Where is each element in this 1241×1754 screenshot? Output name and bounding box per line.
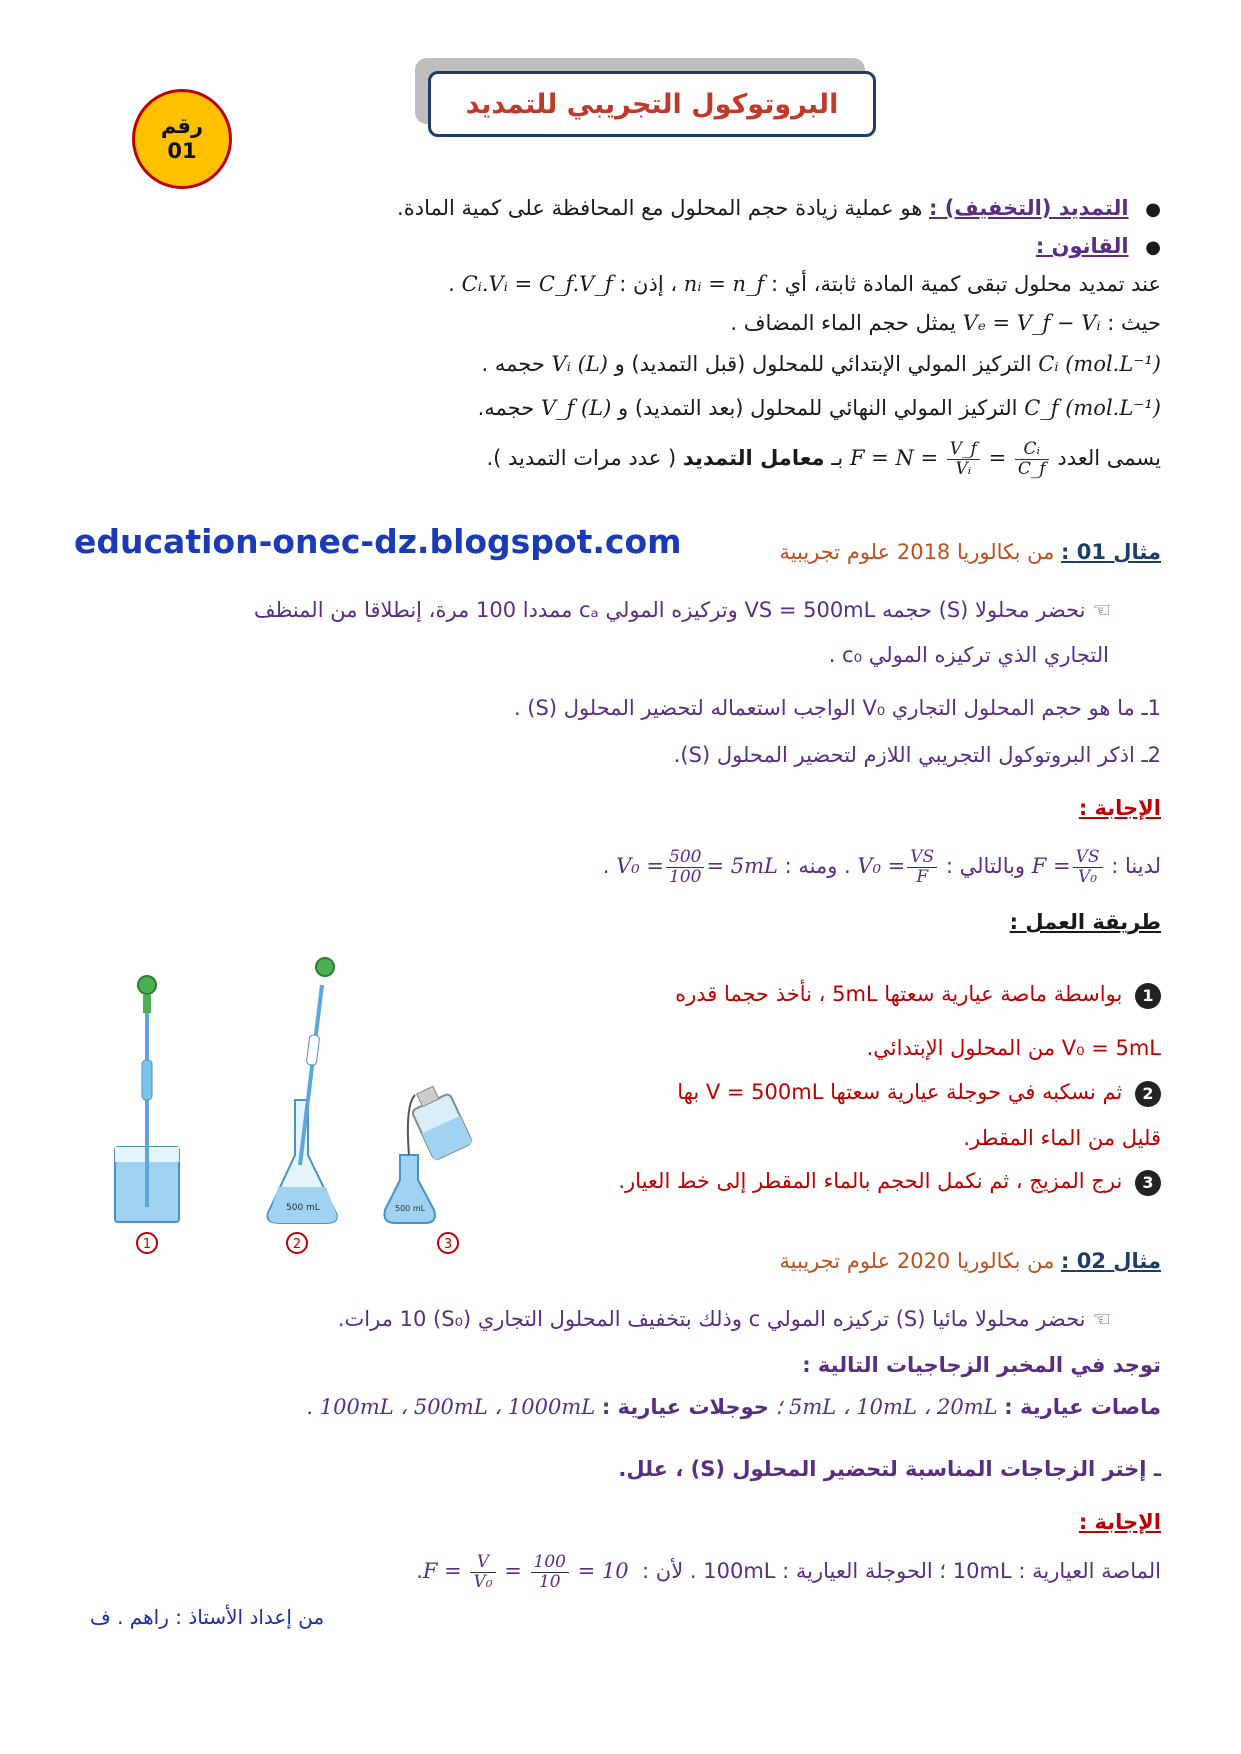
definition-term: التمديد (التخفيف) : xyxy=(929,196,1129,220)
badge-word: رقم xyxy=(160,113,204,138)
figure-label-2: 2 xyxy=(292,1237,302,1252)
badge-number: 01 xyxy=(167,139,197,163)
number-badge xyxy=(132,89,232,189)
example1-answer: لدينا : F = $\frac{VS}{\text{V₀}}$ وبالتالي : V₀ = $\frac{VS}{F}$ . ومنه : V₀ = $\frac{500}{100}$ = 5mL . xyxy=(602,847,1161,887)
step-1a: 1 بواسطة ماصة عيارية سعتها 5mL ، نأخذ حجما قدره xyxy=(675,982,1161,1009)
fraction: $\frac{V\_f}{\text{Vᵢ}}$ xyxy=(947,440,980,478)
example1-heading xyxy=(779,540,1161,564)
law-heading: القانون : xyxy=(1035,234,1129,258)
step-number-icon: 3 xyxy=(1135,1170,1161,1196)
example1-label: مثال 01 : xyxy=(1061,540,1161,564)
example2-statement: ☜ نحضر محلولا مائيا (S) تركيزه المولي c وذلك بتخفيف المحلول التجاري (S₀) 10 مرات. xyxy=(337,1307,1111,1331)
example2-question: ـ إختر الزجاجات المناسبة لتحضير المحلول (S) ، علل. xyxy=(618,1457,1161,1481)
pipette-into-flask-figure xyxy=(268,958,337,1223)
law-line-2: حيث : Vₑ = V_f − Vᵢ يمثل حجم الماء المضاف . xyxy=(730,311,1161,335)
dilution-illustration xyxy=(100,925,560,1255)
flask-volume-label: 500 mL xyxy=(286,1203,320,1213)
law-heading-line xyxy=(1036,234,1161,258)
example1-answer-label: الإجابة : xyxy=(1078,796,1161,820)
definition-text: هو عملية زيادة حجم المحلول مع المحافظة على كمية المادة. xyxy=(397,196,923,220)
method-label: طريقة العمل : xyxy=(1009,910,1161,934)
example2-answer: الماصة العيارية : 10mL ؛ الحوجلة العيارية : 100mL . لأن : F = $\frac{V}{\text{V₀}}$ = $\frac{100}{10}$ = 10 . xyxy=(416,1552,1161,1592)
example2-heading xyxy=(779,1249,1161,1273)
law-line-1: عند تمديد محلول تبقى كمية المادة ثابتة، أي : nᵢ = n_f ، إذن : Cᵢ.Vᵢ = C_f.V_f . xyxy=(448,272,1161,296)
step-2a: 2 ثم نسكبه في حوجلة عيارية سعتها V = 500mL بها xyxy=(677,1080,1161,1107)
glassware-list: ماصات عيارية : 5mL ، 10mL ، 20mL ؛ حوجلات عيارية : 100mL ، 500mL ، 1000mL . xyxy=(306,1395,1161,1419)
step-number-icon: 1 xyxy=(1135,983,1161,1009)
blog-url[interactable]: education-onec-dz.blogspot.com xyxy=(74,522,682,561)
dilution-factor-term: معامل التمديد xyxy=(682,446,825,471)
example1-question-1: 1ـ ما هو حجم المحلول التجاري V₀ الواجب استعماله لتحضير المحلول (S) . xyxy=(513,696,1161,720)
bullet-icon: ● xyxy=(1145,199,1161,220)
page-title: البروتوكول التجريبي للتمديد xyxy=(428,71,876,137)
author-footer: من إعداد الأستاذ : راهم . ف xyxy=(90,1605,325,1629)
example1-statement-1: ☜ نحضر محلولا (S) حجمه VS = 500mL وتركيزه المولي cₐ ممددا 100 مرة، إنطلاقا من المنظف xyxy=(253,598,1111,622)
bottle-pouring-figure xyxy=(384,1081,472,1223)
bullet-icon: ● xyxy=(1145,237,1161,258)
example1-question-2: 2ـ اذكر البروتوكول التجريبي اللازم لتحضير المحلول (S). xyxy=(673,743,1161,767)
example1-source: من بكالوريا 2018 علوم تجريبية xyxy=(779,540,1055,564)
example2-label: مثال 02 : xyxy=(1061,1249,1161,1273)
figure-label-3: 3 xyxy=(443,1237,453,1252)
law-line-5: يسمى العدد F = N = $\frac{V\_f}{\text{Vᵢ}}$ = $\frac{\text{Cᵢ}}{C\_f}$ بـ معامل التمديد ( عدد مرات التمديد ). xyxy=(486,439,1161,479)
flask-volume-label: 500 mL xyxy=(395,1204,426,1213)
step-1b: V₀ = 5mL من المحلول الإبتدائي. xyxy=(866,1036,1161,1060)
example2-source: من بكالوريا 2020 علوم تجريبية xyxy=(779,1249,1055,1273)
step-2b: قليل من الماء المقطر. xyxy=(963,1126,1161,1150)
step-number-icon: 2 xyxy=(1135,1081,1161,1107)
figure-label-1: 1 xyxy=(142,1237,152,1252)
example2-answer-label: الإجابة : xyxy=(1078,1510,1161,1534)
figure-labels xyxy=(137,1233,458,1253)
lab-heading: توجد في المخبر الزجاجيات التالية : xyxy=(802,1353,1161,1377)
step-3: 3 نرج المزيج ، ثم نكمل الحجم بالماء المقطر إلى خط العيار. xyxy=(618,1169,1161,1196)
fraction: $\frac{\text{Cᵢ}}{C\_f}$ xyxy=(1015,440,1049,478)
law-line-3: Cᵢ (mol.L⁻¹) التركيز المولي الإبتدائي للمحلول (قبل التمديد) و Vᵢ (L) حجمه . xyxy=(481,352,1161,376)
pipette-in-beaker-figure xyxy=(115,976,179,1222)
example1-statement-2: التجاري الذي تركيزه المولي c₀ . xyxy=(828,643,1109,667)
definition-line xyxy=(397,196,1161,220)
dilution-factor-formula: F = N = $\frac{V\_f}{\text{Vᵢ}}$ = $\frac{\text{Cᵢ}}{C\_f}$ xyxy=(850,440,1051,478)
law-line-4: C_f (mol.L⁻¹) التركيز المولي النهائي للمحلول (بعد التمديد) و V_f (L) حجمه. xyxy=(477,396,1161,420)
